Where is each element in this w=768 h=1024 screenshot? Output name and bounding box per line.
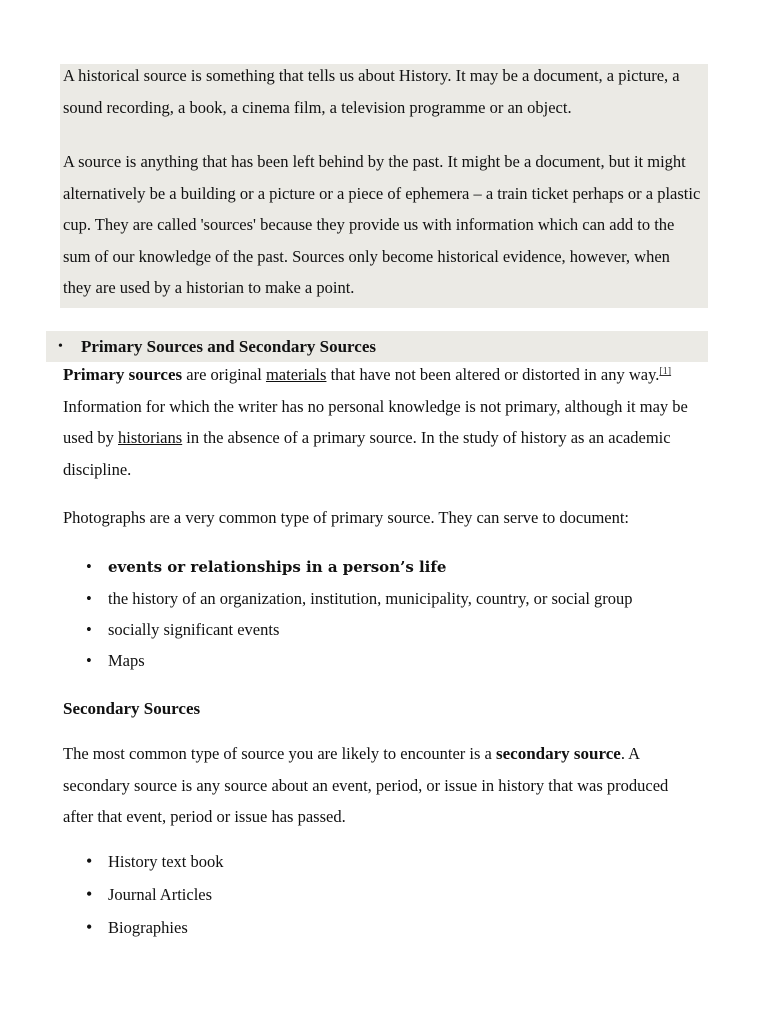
photo-uses-list (63, 551, 633, 676)
bullet: • (86, 917, 93, 937)
secondary-sources-paragraph: The most common type of source you are likely to encounter is a secondary source. A secondary source is any source about an event, period, or issue in history that was produced after that event, period or issue has passed. (63, 744, 669, 826)
list-item: • Biographies (63, 911, 224, 944)
secondary-source-term: secondary source (496, 744, 621, 763)
list-item: • socially significant events (63, 614, 633, 645)
heading-bullet: • (58, 339, 63, 354)
bullet: • (86, 589, 92, 608)
footnote-link[interactable]: [1] (659, 366, 672, 377)
list-item: • events or relationships in a person’s life (63, 551, 633, 583)
list-item: • Maps (63, 645, 633, 676)
list-item: • the history of an organization, institution, municipality, country, or social group (63, 583, 633, 614)
intro-paragraph-2: A source is anything that has been left behind by the past. It might be a document, but it might alternatively be a building or a picture or a piece of ephemera – a train ticket perhaps or a plastic cup. They are called 'sources' because they provide us with information which can add to the sum of our knowledge of the past. Sources only become historical evidence, however, when they are used by a historian to make a point. (63, 152, 701, 297)
bullet: • (86, 851, 93, 871)
list-item: • Journal Articles (63, 878, 224, 911)
historians-link[interactable]: historians (118, 428, 183, 447)
materials-link[interactable]: materials (265, 365, 327, 384)
bullet: • (86, 651, 92, 670)
secondary-examples-list (63, 845, 224, 944)
primary-secondary-heading: Primary Sources and Secondary Sources (81, 337, 376, 356)
primary-sources-paragraph: Primary sources are original materials that have not been altered or distorted in any way.[1] Information for which the writer has no personal knowledge is not primary, although it may be used by historians in the absence of a primary source. In the study of history as an academic discipline. (63, 365, 688, 479)
photographs-paragraph: Photographs are a very common type of primary source. They can serve to document: (63, 508, 630, 527)
bullet: • (86, 884, 93, 904)
list-item: • History text book (63, 845, 224, 878)
primary-sources-term: Primary sources (63, 365, 183, 384)
bullet: • (86, 620, 92, 639)
bullet: • (86, 557, 92, 576)
secondary-sources-heading: Secondary Sources (63, 699, 201, 718)
intro-paragraph-1: A historical source is something that tells us about History. It may be a document, a picture, a sound recording, a book, a cinema film, a television programme or an object. (63, 66, 680, 117)
